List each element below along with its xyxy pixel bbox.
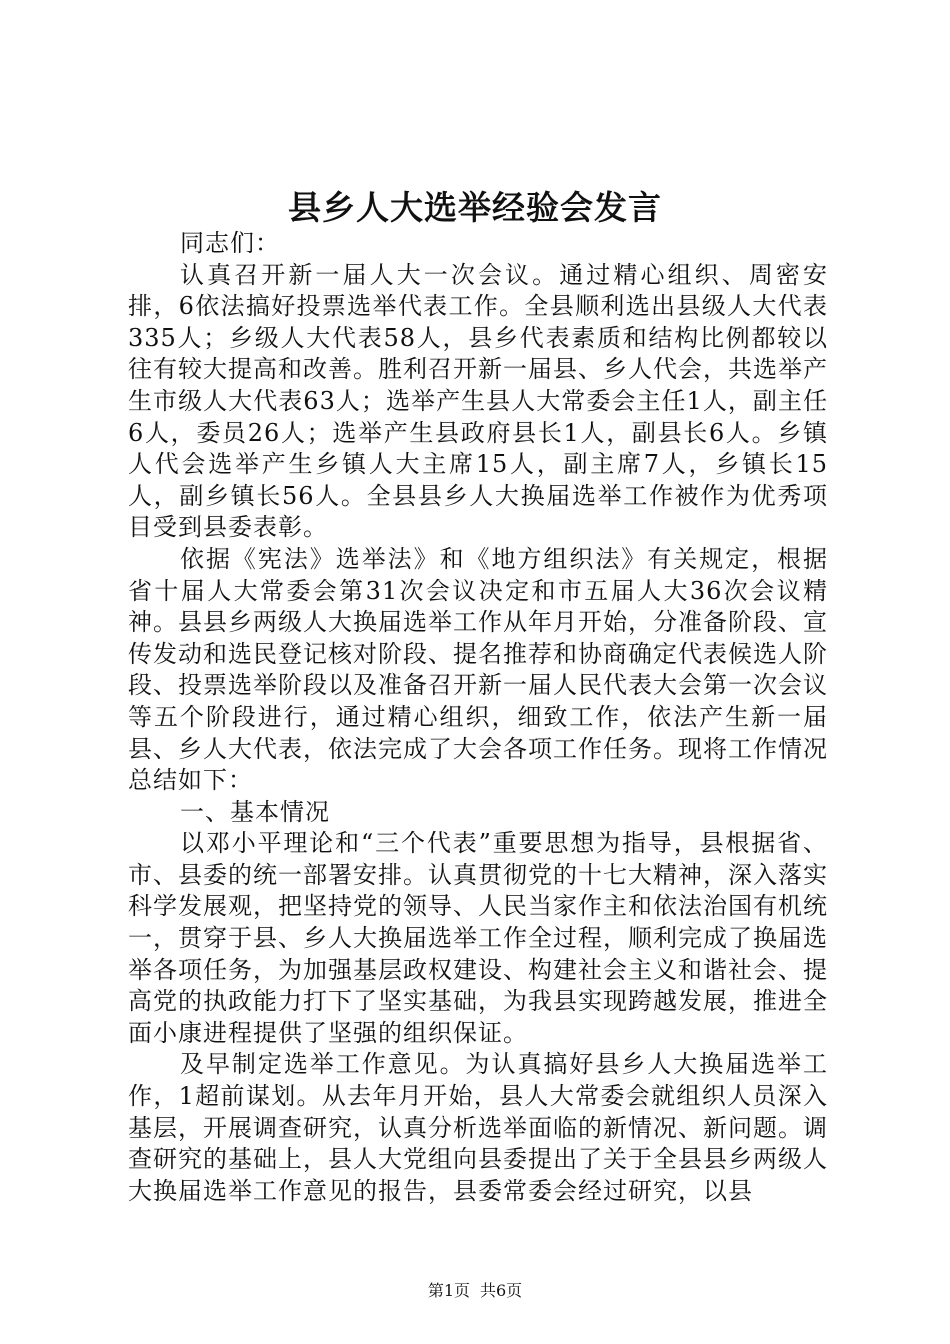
- body-paragraph: 认真召开新一届人大一次会议。通过精心组织、周密安排，6依法搞好投票选举代表工作。全县顺利选出县级人大代表335人；乡级人大代表58人，县乡代表素质和结构比例都较以往有较大提高和改善。胜利召开新一届县、乡人代会，共选举产生市级人大代表63人；选举产生县人大常委会主任1人，副主任6人，委员26人；选举产生县政府县长1人，副县长6人。乡镇人代会选举产生乡镇人大主席15人，副主席7人，乡镇长15人，副乡镇长56人。全县县乡人大换届选举工作被作为优秀项目受到县委表彰。: [128, 260, 828, 542]
- body-paragraph: 依据《宪法》选举法》和《地方组织法》有关规定，根据省十届人大常委会第31次会议决定和市五届人大36次会议精神。县县乡两级人大换届选举工作从年月开始，分准备阶段、宣传发动和选民登记核对阶段、提名推荐和协商确定代表候选人阶段、投票选举阶段以及准备召开新一届人民代表大会第一次会议等五个阶段进行，通过精心组织，细致工作，依法产生新一届县、乡人大代表，依法完成了大会各项工作任务。现将工作情况总结如下：: [128, 544, 828, 795]
- body-paragraph: 以邓小平理论和“三个代表”重要思想为指导，县根据省、市、县委的统一部署安排。认真贯彻党的十七大精神，深入落实科学发展观，把坚持党的领导、人民当家作主和依法治国有机统一，贯穿于县、乡人大换届选举工作全过程，顺利完成了换届选举各项任务，为加强基层政权建设、构建社会主义和谐社会、提高党的执政能力打下了坚实基础，为我县实现跨越发展，推进全面小康进程提供了坚强的组织保证。: [128, 829, 828, 1047]
- body-paragraph: 及早制定选举工作意见。为认真搞好县乡人大换届选举工作，1超前谋划。从去年月开始，县人大常委会就组织人员深入基层，开展调查研究，认真分析选举面临的新情况、新问题。调查研究的基础上，县人大党组向县委提出了关于全县县乡两级人大换届选举工作意见的报告，县委常委会经过研究，以县: [128, 1050, 828, 1205]
- page-total: 共6页: [480, 1281, 523, 1300]
- section-heading: 一、基本情况: [180, 797, 330, 826]
- page-number: 第1页: [427, 1281, 470, 1300]
- document-body: [128, 228, 828, 1207]
- document-title: 县乡人大选举经验会发言: [288, 188, 662, 227]
- page-footer: [0, 1280, 950, 1302]
- salutation-paragraph: 同志们：: [180, 229, 280, 257]
